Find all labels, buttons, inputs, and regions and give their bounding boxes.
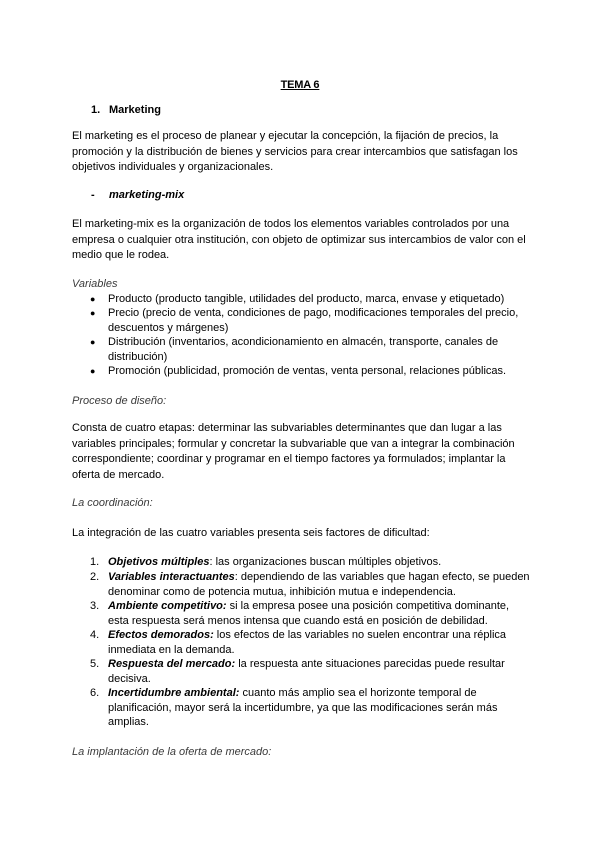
factor-text: cuanto más amplio sea el horizonte temporal de planificación, mayor será la incertidumbre, ya que las modificaciones serán más amplias. <box>108 687 498 728</box>
factor-key: Objetivos múltiples <box>108 556 210 568</box>
implementation-heading: La implantación de la oferta de mercado: <box>72 746 272 758</box>
bullet-icon: ● <box>90 337 96 347</box>
factor-number: 1. <box>90 556 100 568</box>
list-item-factor <box>90 657 530 686</box>
factor-key: Variables interactuantes <box>108 571 235 583</box>
subsection-dash: - <box>91 189 95 201</box>
list-item-variable <box>90 335 530 364</box>
factor-text: : las organizaciones buscan múltiples objetivos. <box>209 556 442 568</box>
section-heading-marketing <box>91 104 161 116</box>
subsection-label: marketing-mix <box>109 189 185 201</box>
variables-heading: Variables <box>72 278 118 290</box>
list-item-variable <box>90 364 530 379</box>
factor-number: 4. <box>90 629 100 641</box>
factor-key: Incertidumbre ambiental: <box>108 687 240 699</box>
variable-text: Precio (precio de venta, condiciones de pago, modificaciones temporales del precio, descuentos y márgenes) <box>108 307 519 334</box>
design-process-heading: Proceso de diseño: <box>72 395 167 407</box>
list-item-variable <box>90 306 530 335</box>
factor-key: Ambiente competitivo: <box>108 600 227 612</box>
paragraph-marketing-mix: El marketing-mix es la organización de todos los elementos variables controlados por una empresa o cualquier otra institución, con objeto de optimizar sus intercambios de valor con el medio que le rodea. <box>72 218 526 261</box>
paragraph-design-process: Consta de cuatro etapas: determinar las subvariables determinantes que dan lugar a las variables principales; formular y concretar la subvariable que van a integrar la combinación correspondiente; coordinar y programar en el tiempo factores ya formulados; implantar la oferta de mercado. <box>72 422 515 481</box>
factor-number: 6. <box>90 687 100 699</box>
list-item-factor <box>90 555 530 570</box>
factor-number: 5. <box>90 658 100 670</box>
list-item-factor <box>90 570 530 599</box>
subsection-heading-marketing-mix <box>91 189 184 201</box>
factor-number: 3. <box>90 600 100 612</box>
factor-key: Efectos demorados: <box>108 629 214 641</box>
list-item-factor <box>90 599 530 628</box>
list-item-factor <box>90 628 530 657</box>
page-title: TEMA 6 <box>280 79 320 91</box>
bullet-icon: ● <box>90 294 96 304</box>
factor-text: : dependiendo de las variables que hagan efecto, se pueden denominar como de potencia mutua, inhibición mutua e independencia. <box>108 571 530 598</box>
factor-text: la respuesta ante situaciones parecidas puede resultar decisiva. <box>108 658 505 685</box>
factor-text: si la empresa posee una posición competitiva dominante, esta respuesta será menos intensa que cuando está en posición de debilidad. <box>108 600 510 627</box>
paragraph-coordination: La integración de las cuatro variables presenta seis factores de dificultad: <box>72 527 430 539</box>
coordination-heading: La coordinación: <box>72 497 153 509</box>
section-label: Marketing <box>109 104 161 116</box>
bullet-icon: ● <box>90 366 96 376</box>
variable-text: Promoción (publicidad, promoción de ventas, venta personal, relaciones públicas. <box>108 365 507 377</box>
variable-text: Producto (producto tangible, utilidades del producto, marca, envase y etiquetado) <box>108 293 505 305</box>
factor-text: los efectos de las variables no suelen encontrar una réplica inmediata en la demanda. <box>108 629 507 656</box>
factor-key: Respuesta del mercado: <box>108 658 236 670</box>
section-number: 1. <box>91 104 101 116</box>
list-item-factor <box>90 686 530 730</box>
paragraph-marketing-definition: El marketing es el proceso de planear y ejecutar la concepción, la fijación de precios, la promoción y la distribución de bienes y servicios para crear intercambios que satisfagan los objetivos individuales y organizacionales. <box>72 130 518 173</box>
bullet-icon: ● <box>90 308 96 318</box>
list-item-variable <box>90 292 530 307</box>
variable-text: Distribución (inventarios, acondicionamiento en almacén, transporte, canales de distribución) <box>108 336 499 363</box>
factor-number: 2. <box>90 571 100 583</box>
